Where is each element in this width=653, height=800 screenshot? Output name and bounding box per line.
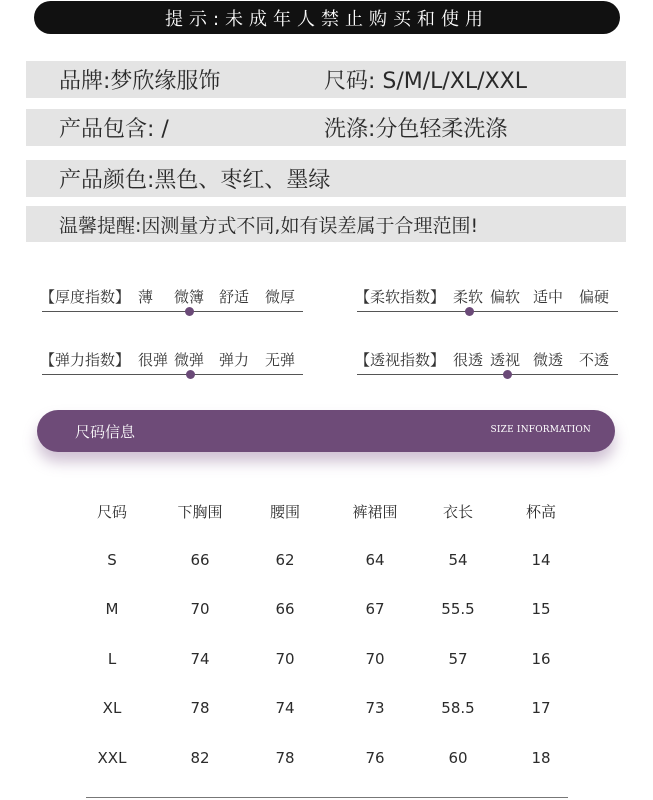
table-cell: 78 xyxy=(275,749,295,767)
table-cell: 54 xyxy=(448,551,468,569)
table-cell: 62 xyxy=(275,551,295,569)
index-track xyxy=(357,311,618,312)
index-track xyxy=(357,374,618,375)
includes-text: 产品包含: / xyxy=(59,117,169,142)
info-row-colors xyxy=(26,160,626,197)
index-option: 无弹 xyxy=(265,351,296,369)
index-option: 微厚 xyxy=(265,288,296,306)
index-option: 适中 xyxy=(533,288,564,306)
table-header: 杯高 xyxy=(525,503,556,521)
index-marker xyxy=(465,307,474,316)
info-row-brand-size xyxy=(26,61,626,98)
table-header: 衣长 xyxy=(442,503,473,521)
table-cell: 55.5 xyxy=(441,600,475,618)
table-cell: 74 xyxy=(190,650,210,668)
tip-text: 温馨提醒:因测量方式不同,如有误差属于合理范围! xyxy=(59,214,479,237)
index-label: 【厚度指数】 xyxy=(40,288,131,306)
index-option: 微弹 xyxy=(174,351,205,369)
index-option: 偏硬 xyxy=(579,288,610,306)
index-label: 【透视指数】 xyxy=(355,351,446,369)
size-info-banner xyxy=(37,410,615,452)
table-cell: 64 xyxy=(365,551,385,569)
table-cell: 66 xyxy=(190,551,210,569)
index-option: 柔软 xyxy=(453,288,484,306)
table-cell: 57 xyxy=(448,650,468,668)
index-option: 不透 xyxy=(579,351,610,369)
index-marker xyxy=(185,307,194,316)
index-track xyxy=(42,311,303,312)
index-marker xyxy=(503,370,512,379)
info-row-includes-wash xyxy=(26,109,626,146)
index-option: 很弹 xyxy=(138,351,169,369)
table-cell: 60 xyxy=(448,749,468,767)
index-option: 薄 xyxy=(138,288,154,306)
notice-text: 提示:未成年人禁止购买和使用 xyxy=(164,8,490,30)
index-option: 透视 xyxy=(490,351,521,369)
table-cell: 70 xyxy=(275,650,295,668)
size-info-title: 尺码信息 xyxy=(75,423,136,441)
table-cell: 76 xyxy=(365,749,385,767)
table-cell: XL xyxy=(102,699,122,717)
index-option: 舒适 xyxy=(219,288,250,306)
index-option: 微簿 xyxy=(174,288,205,306)
table-cell: 78 xyxy=(190,699,210,717)
size-text: 尺码: S/M/L/XL/XXL xyxy=(324,69,527,94)
table-cell: 17 xyxy=(531,699,551,717)
table-cell: 70 xyxy=(365,650,385,668)
table-header: 裤裙围 xyxy=(352,503,398,521)
index-option: 弹力 xyxy=(219,351,250,369)
table-cell: M xyxy=(105,600,119,618)
colors-text: 产品颜色:黑色、枣红、墨绿 xyxy=(59,168,331,193)
brand-text: 品牌:梦欣缘服饰 xyxy=(59,69,221,94)
index-label: 【柔软指数】 xyxy=(355,288,446,306)
table-cell: 15 xyxy=(531,600,551,618)
index-marker xyxy=(186,370,195,379)
table-header: 尺码 xyxy=(96,503,127,521)
table-header: 下胸围 xyxy=(177,503,223,521)
wash-text: 洗涤:分色轻柔洗涤 xyxy=(324,117,508,142)
notice-banner xyxy=(34,1,620,34)
table-cell: 58.5 xyxy=(441,699,475,717)
table-cell: 67 xyxy=(365,600,385,618)
table-cell: 70 xyxy=(190,600,210,618)
table-header: 腰围 xyxy=(269,503,300,521)
table-cell: 74 xyxy=(275,699,295,717)
index-track xyxy=(42,374,303,375)
index-option: 偏软 xyxy=(490,288,521,306)
table-cell: 66 xyxy=(275,600,295,618)
table-cell: L xyxy=(107,650,117,668)
index-label: 【弹力指数】 xyxy=(40,351,131,369)
size-info-subtitle: SIZE INFORMATION xyxy=(490,425,591,435)
table-cell: 16 xyxy=(531,650,551,668)
table-cell: 73 xyxy=(365,699,385,717)
table-cell: 14 xyxy=(531,551,551,569)
index-option: 很透 xyxy=(453,351,484,369)
table-cell: 82 xyxy=(190,749,210,767)
info-row-tip xyxy=(26,206,626,242)
table-cell: XXL xyxy=(97,749,127,767)
table-cell: 18 xyxy=(531,749,551,767)
table-bottom-divider xyxy=(86,797,568,798)
index-option: 微透 xyxy=(533,351,564,369)
table-cell: S xyxy=(107,551,117,569)
